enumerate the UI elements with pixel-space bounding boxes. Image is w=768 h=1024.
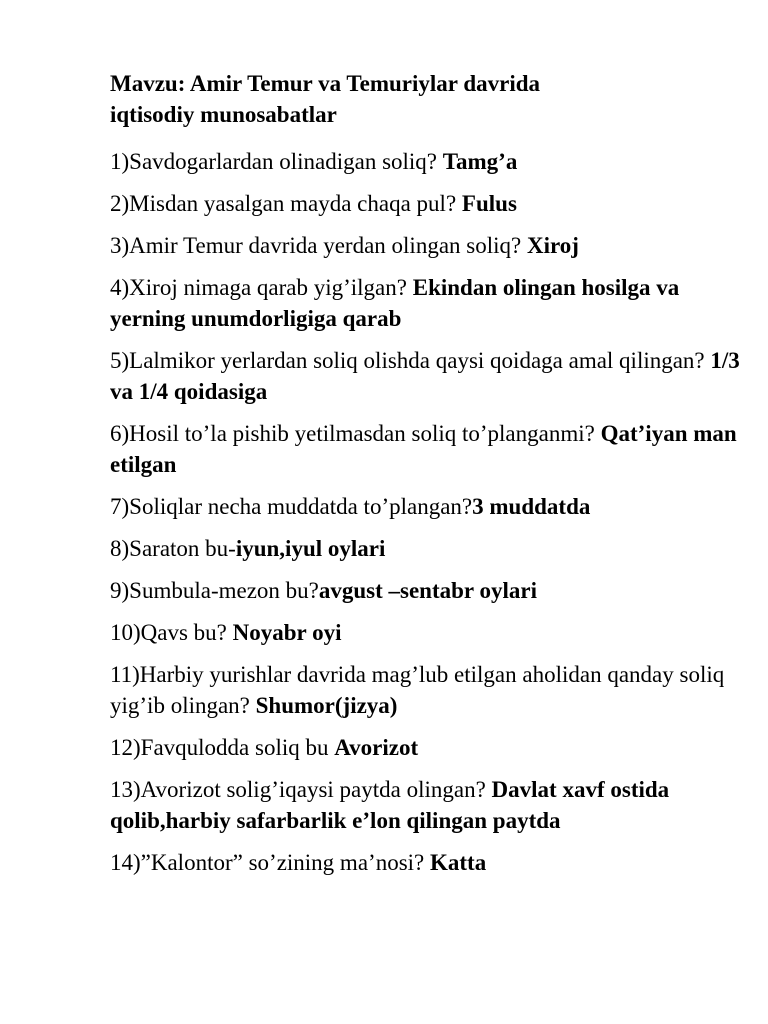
question-text: 13)Avorizot solig’iqaysi paytda olingan? — [110, 777, 492, 802]
document-title — [110, 68, 750, 130]
answer-text: Tamg’a — [442, 149, 518, 174]
answer-text: Fulus — [461, 191, 517, 216]
answer-text: Shumor(jizya) — [255, 693, 398, 718]
question-text: 5)Lalmikor yerlardan soliq olishda qaysi qoidaga amal qilingan? — [110, 348, 711, 373]
question-text: 2)Misdan yasalgan mayda chaqa pul? — [110, 191, 462, 216]
qa-item-13 — [110, 774, 750, 836]
qa-item-12 — [110, 732, 750, 763]
qa-item-8 — [110, 533, 750, 564]
answer-text: Qat’iyan man etilgan — [110, 421, 737, 477]
qa-item-5 — [110, 345, 750, 407]
answer-text: Katta — [430, 850, 487, 875]
qa-item-14 — [110, 847, 750, 878]
answer-text: iyun,iyul oylari — [235, 536, 386, 561]
qa-item-3 — [110, 230, 750, 261]
answer-text: Davlat xavf ostida qolib,harbiy safarbarlik e’lon qilingan paytda — [110, 777, 670, 833]
question-text: 14)”Kalontor” so’zining ma’nosi? — [110, 850, 430, 875]
qa-item-4 — [110, 272, 750, 334]
title-line-1: Mavzu: Amir Temur va Temuriylar davrida — [110, 71, 541, 96]
answer-text: avgust –sentabr oylari — [318, 578, 537, 603]
qa-item-9 — [110, 575, 750, 606]
qa-item-2 — [110, 188, 750, 219]
question-text: 9)Sumbula-mezon bu? — [110, 578, 319, 603]
question-text: 12)Favqulodda soliq bu — [110, 735, 335, 760]
answer-text: Xiroj — [526, 233, 579, 258]
title-line-2: iqtisodiy munosabatlar — [110, 102, 337, 127]
answer-text: Avorizot — [334, 735, 419, 760]
question-text: 7)Soliqlar necha muddatda to’plangan? — [110, 494, 473, 519]
question-text: 8)Saraton bu- — [110, 536, 236, 561]
question-text: 3)Amir Temur davrida yerdan olingan soliq? — [110, 233, 527, 258]
question-text: 11)Harbiy yurishlar davrida mag’lub etilgan aholidan qanday soliq yig’ib olingan? — [110, 662, 725, 718]
answer-text: 3 muddatda — [472, 494, 591, 519]
answer-text: Ekindan olingan hosilga va yerning unumdorligiga qarab — [110, 275, 680, 331]
question-text: 10)Qavs bu? — [110, 620, 233, 645]
qa-item-6 — [110, 418, 750, 480]
qa-item-11 — [110, 659, 750, 721]
qa-item-1 — [110, 146, 750, 177]
question-text: 1)Savdogarlardan olinadigan soliq? — [110, 149, 443, 174]
question-text: 6)Hosil to’la pishib yetilmasdan soliq to’planganmi? — [110, 421, 601, 446]
document-page — [110, 68, 750, 889]
question-text: 4)Xiroj nimaga qarab yig’ilgan? — [110, 275, 413, 300]
answer-text: Noyabr oyi — [232, 620, 342, 645]
qa-item-10 — [110, 617, 750, 648]
answer-text: 1/3 va 1/4 qoidasiga — [110, 348, 740, 404]
qa-item-7 — [110, 491, 750, 522]
